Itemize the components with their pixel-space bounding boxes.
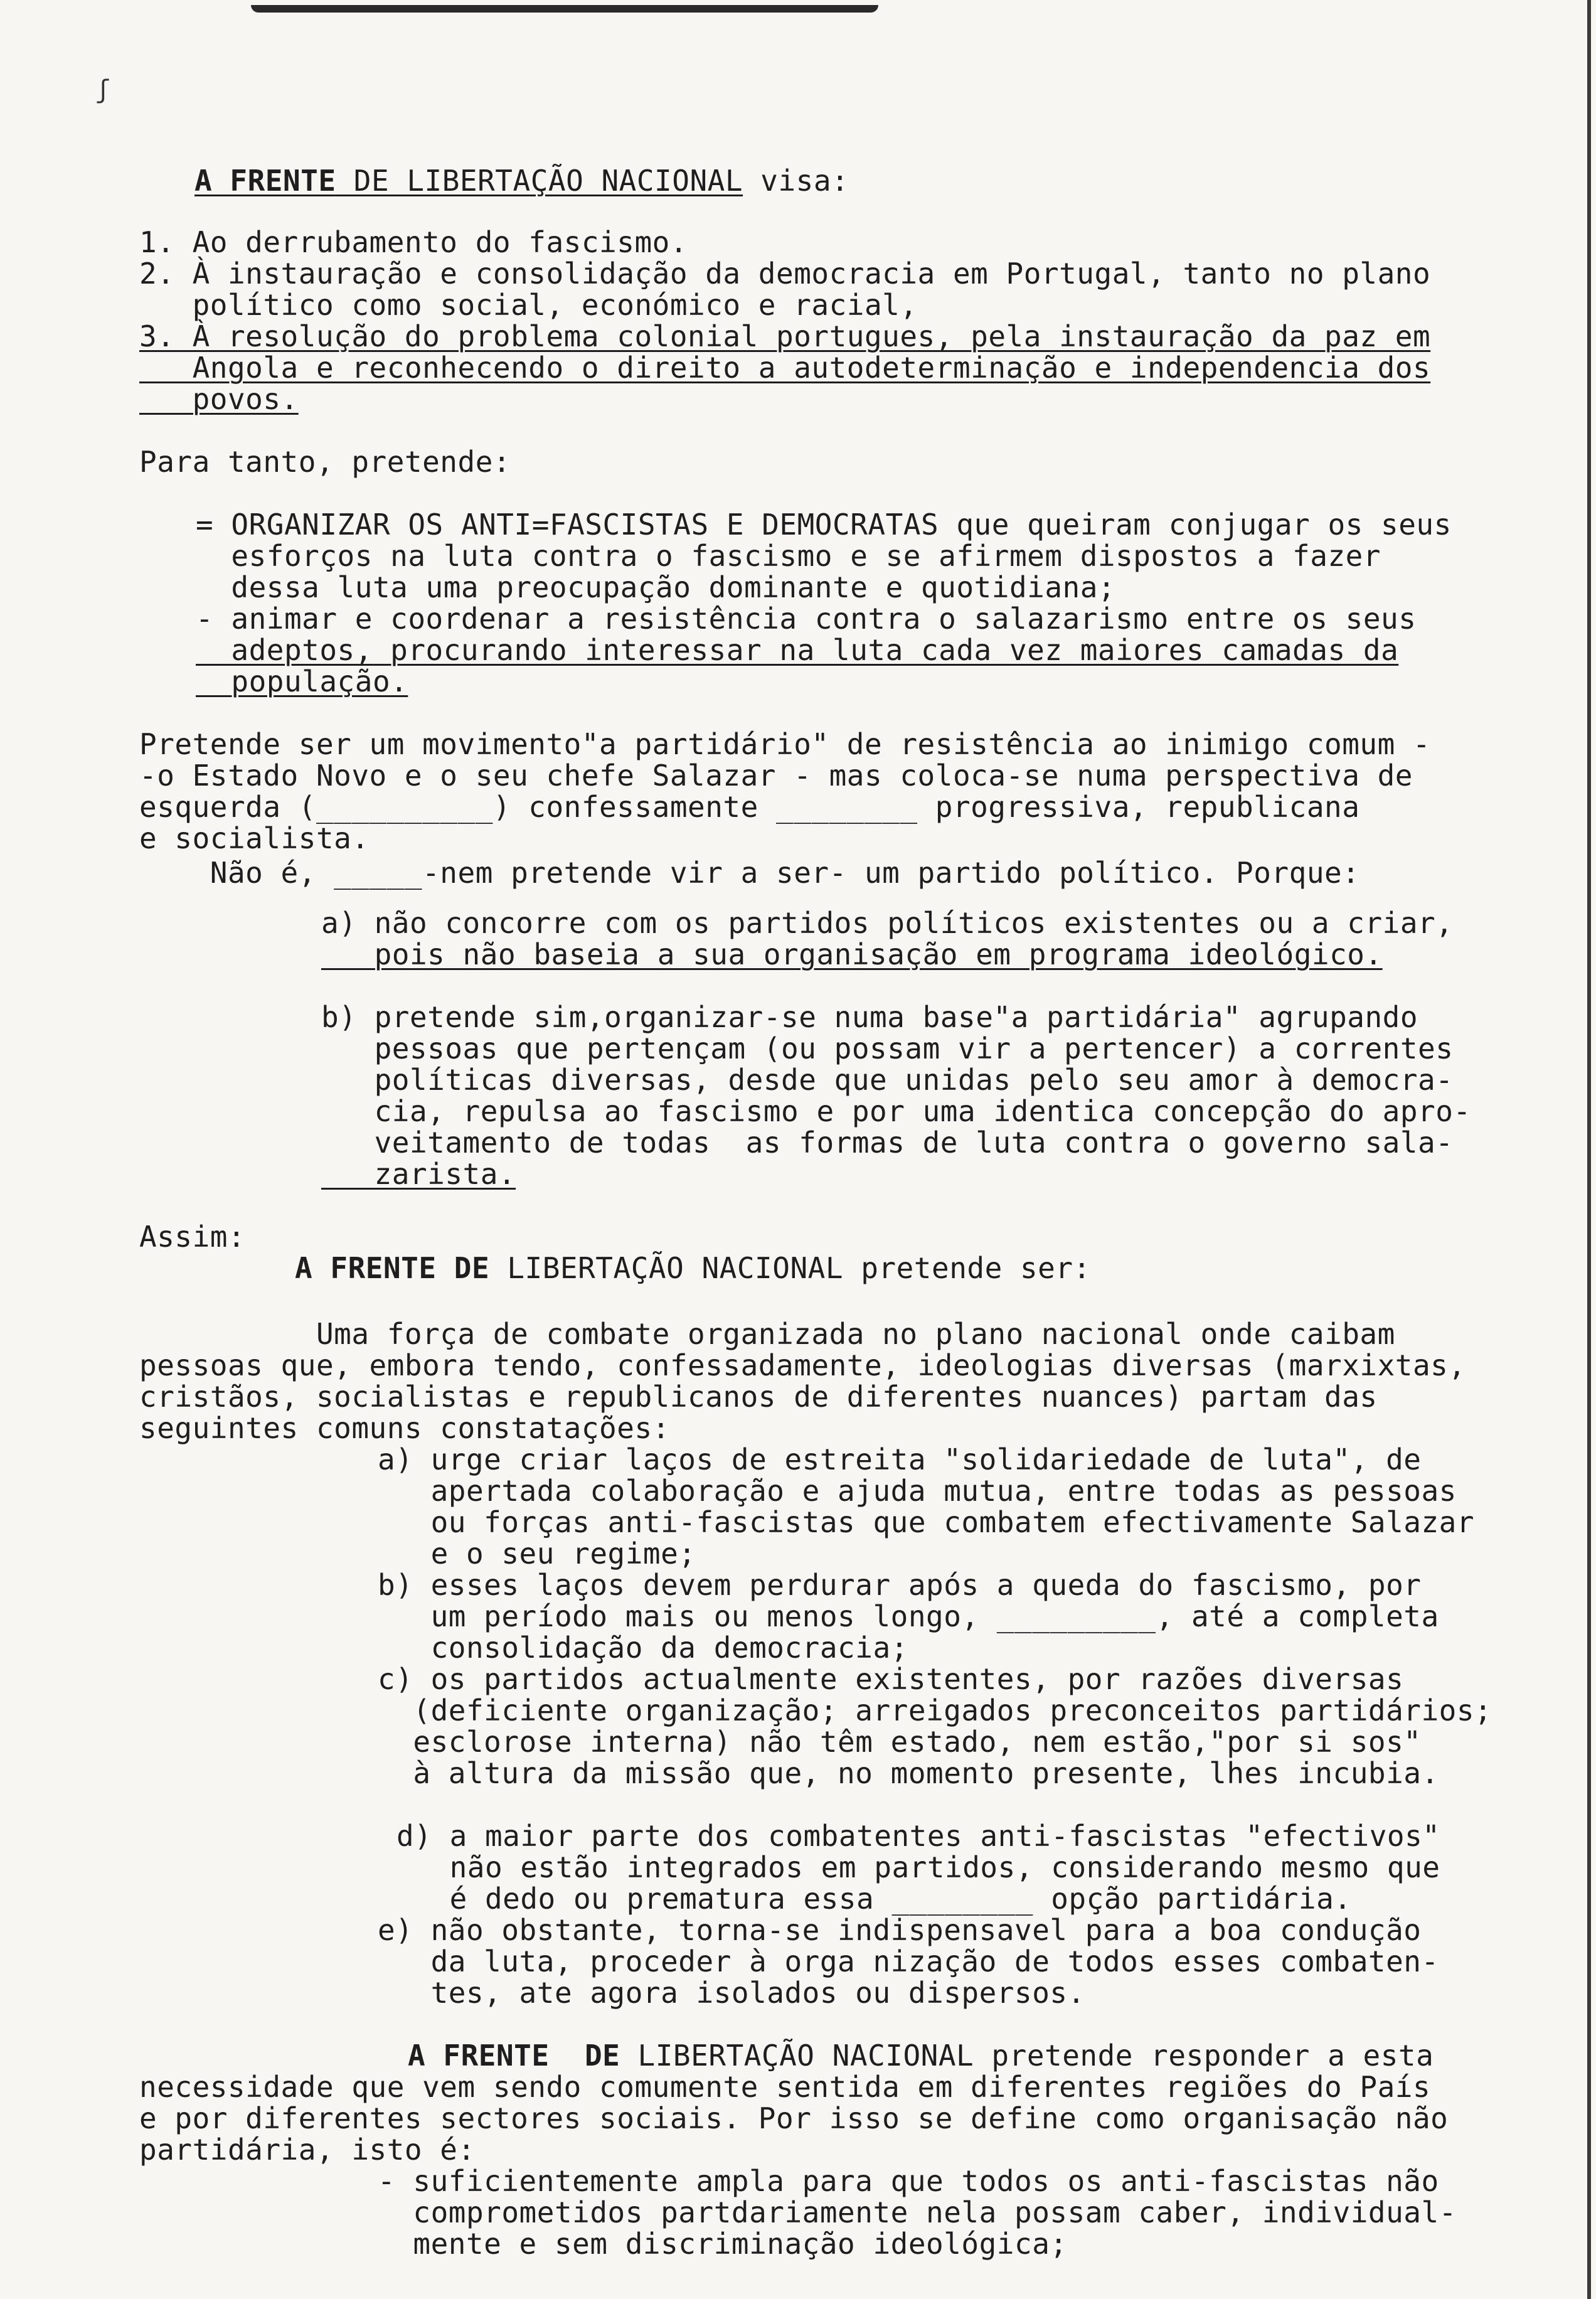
forca-line: cristãos, socialistas e republicanos de diferentes nuances) partam das [139, 1380, 1378, 1414]
porque-b-line: b) pretende sim,organizar-se numa base"a partidária" agrupando [321, 1000, 1418, 1034]
final-list-line: - suficientemente ampla para que todos os anti-fascistas não [378, 2164, 1439, 2198]
constatacao-line: e o seu regime; [378, 1537, 696, 1571]
title-rest: DE LIBERTAÇÃO NACIONAL [336, 164, 743, 198]
aim-line: povos. [139, 382, 299, 416]
final-line: necessidade que vem sendo comumente sentida em diferentes regiões do País [139, 2070, 1431, 2104]
final-list-line: mente e sem discriminação ideológica; [378, 2227, 1068, 2261]
constatacao-line: apertada colaboração e ajuda mutua, entre todas as pessoas [378, 1474, 1457, 1508]
constatacao-line: ou forças anti-fascistas que combatem efectivamente Salazar [378, 1505, 1475, 1539]
final-line: partidária, isto é: [139, 2133, 476, 2167]
constatacao-e-line: tes, ate agora isolados ou dispersos. [378, 1976, 1085, 2010]
constatacao-d-line: é dedo ou prematura essa ________ opção partidária. [396, 1882, 1352, 1916]
constatacao-line: a) urge criar laços de estreita "solidariedade de luta", de [378, 1443, 1422, 1476]
constatacao-e-line: e) não obstante, torna-se indispensavel para a boa condução [378, 1913, 1422, 1947]
constatacao-d-line: não estão integrados em partidos, considerando mesmo que [396, 1850, 1440, 1884]
para-tanto: Para tanto, pretende: [139, 445, 511, 479]
final-line: e por diferentes sectores sociais. Por isso se define como organisação não [139, 2101, 1449, 2135]
constatacao-d-line: d) a maior parte dos combatentes anti-fascistas "efectivos" [396, 1819, 1440, 1853]
page-edge-top [251, 5, 878, 13]
assim-title-rest: LIBERTAÇÃO NACIONAL pretende ser: [489, 1251, 1091, 1285]
porque-b-line: cia, repulsa ao fascismo e por uma identica concepção do apro- [321, 1094, 1471, 1128]
page-edge-right [1587, 0, 1591, 2299]
final-title-strong: A FRENTE DE [408, 2039, 620, 2072]
title-strong: A FRENTE [194, 164, 336, 198]
assim-title-strong: A FRENTE DE [295, 1251, 490, 1285]
forca-line: seguintes comuns constatações: [139, 1411, 670, 1445]
pretende-line: e socialista. [139, 821, 370, 855]
pretende-line: -o Estado Novo e o seu chefe Salazar - mas coloca-se numa perspectiva de [139, 759, 1413, 792]
constatacao-line: à altura da missão que, no momento presente, lhes incubia. [378, 1756, 1439, 1790]
porque-b-line: zarista. [321, 1157, 516, 1191]
constatacao-e-line: da luta, proceder à orga nização de todos esses combaten- [378, 1944, 1439, 1978]
porque-a-line: a) não concorre com os partidos políticos existentes ou a criar, [321, 906, 1454, 940]
porque-b-line: veitamento de todas as formas de luta contra o governo sala- [321, 1126, 1454, 1160]
plan-line: população. [196, 664, 408, 698]
pretende-line: Pretende ser um movimento"a partidário" de resistência ao inimigo comum - [139, 727, 1431, 761]
aim-line: 2. À instauração e consolidação da democracia em Portugal, tanto no plano [139, 257, 1431, 291]
plan-line: dessa luta uma preocupação dominante e quotidiana; [196, 570, 1116, 604]
constatacao-line: um período mais ou menos longo, _________, até a completa [378, 1599, 1439, 1633]
plan-line: - animar e coordenar a resistência contra o salazarismo entre os seus [196, 602, 1417, 636]
aim-line: 1. Ao derrubamento do fascismo. [139, 225, 688, 259]
porque-b-line: políticas diversas, desde que unidas pelo seu amor à democra- [321, 1063, 1454, 1097]
constatacao-line: consolidação da democracia; [378, 1631, 908, 1665]
title-end: visa: [743, 164, 849, 198]
assim-title [295, 1252, 1091, 1284]
pretende-line: Não é, _____-nem pretende vir a ser- um partido político. Porque: [139, 856, 1360, 890]
ink-mark: ʃ [95, 75, 111, 104]
aim-line: 3. À resolução do problema colonial portugues, pela instauração da paz em [139, 319, 1431, 353]
aim-line: político como social, económico e racial, [139, 288, 918, 322]
final-title-rest: LIBERTAÇÃO NACIONAL pretende responder a esta [620, 2039, 1434, 2072]
constatacao-line: c) os partidos actualmente existentes, por razões diversas [378, 1662, 1404, 1696]
forca-line: pessoas que, embora tendo, confessadamente, ideologias diversas (marxixtas, [139, 1348, 1466, 1382]
constatacao-line: esclorose interna) não têm estado, nem estão,"por si sos" [378, 1725, 1422, 1759]
final-list-line: comprometidos partdariamente nela possam caber, individual- [378, 2195, 1457, 2229]
plan-line: adeptos, procurando interessar na luta cada vez maiores camadas da [196, 633, 1399, 667]
constatacao-line: (deficiente organização; arreigados preconceitos partidários; [378, 1694, 1492, 1727]
forca-line: Uma força de combate organizada no plano nacional onde caibam [139, 1317, 1395, 1351]
document-title [194, 164, 849, 197]
porque-a-line: pois não baseia a sua organisação em programa ideológico. [321, 937, 1383, 971]
constatacao-line: b) esses laços devem perdurar após a queda do fascismo, por [378, 1568, 1422, 1602]
porque-b-line: pessoas que pertençam (ou possam vir a pertencer) a correntes [321, 1032, 1454, 1065]
aim-line: Angola e reconhecendo o direito a autodeterminação e independencia dos [139, 351, 1431, 385]
assim-label: Assim: [139, 1220, 246, 1254]
final-title [408, 2039, 1434, 2072]
pretende-line: esquerda (__________) confessamente ________ progressiva, republicana [139, 790, 1360, 824]
plan-line: esforços na luta contra o fascismo e se afirmem dispostos a fazer [196, 539, 1381, 573]
plan-line: = ORGANIZAR OS ANTI=FASCISTAS E DEMOCRATAS que queiram conjugar os seus [196, 508, 1452, 541]
